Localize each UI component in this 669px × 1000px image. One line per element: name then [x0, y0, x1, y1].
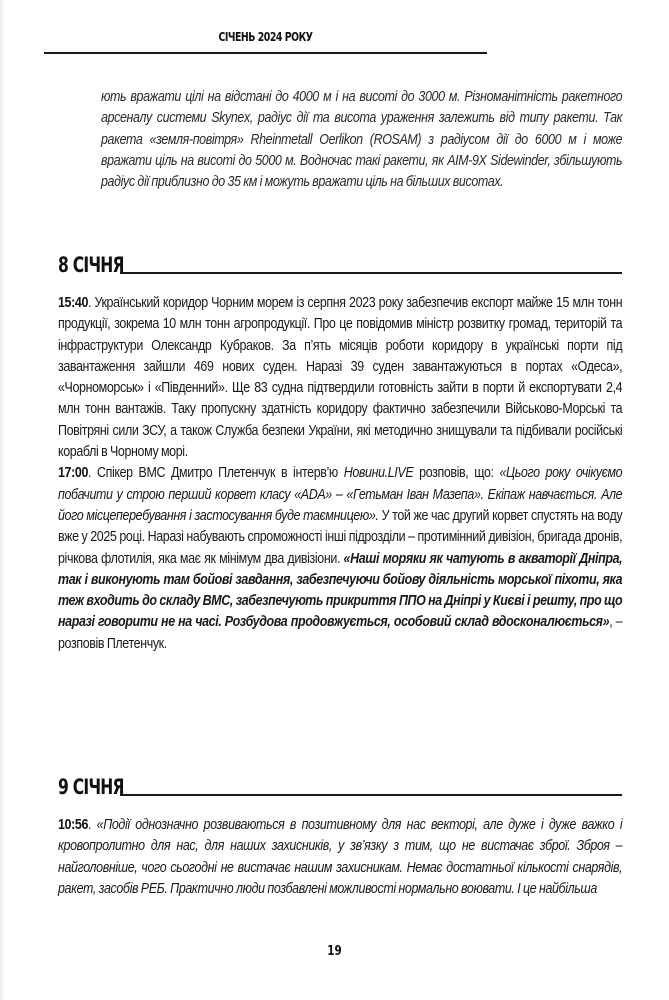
- news-entry: [58, 814, 622, 899]
- section-body-jan-8: [58, 292, 622, 654]
- section-heading-label: 9 СІЧНЯ: [58, 775, 124, 799]
- entry-text: У той же час другий корвет спустять на воду вже у 2025 році. Наразі набувають спроможності інші підрозділи – протимінний дивізіон, бригада дронів, річкова флотилія, яка має як мінімум два дивізіони.: [58, 506, 623, 567]
- quote: «Цього року очікуємо побачити у строю перший корвет класу «ADA» – «Гетьман Іван Мазепа». Екіпаж навчається. Але його місцеперебування і застосування буде таємницею».: [58, 464, 623, 524]
- section-heading-jan-9: [58, 769, 622, 799]
- media-source: Новини.LIVE: [343, 464, 414, 482]
- section-heading-rule: [120, 272, 622, 274]
- entry-text: . Спікер ВМС Дмитро Плетенчук в інтерв’ю: [88, 464, 344, 482]
- page-number: 19: [327, 944, 342, 959]
- section-heading-jan-8: [58, 247, 622, 277]
- entry-text: , – розповів Плетенчук.: [58, 613, 623, 652]
- bold-quote: «Наші моряки як чатують в акваторії Дніпра, так і виконують там бойові завдання, забезпечуючи бойову діяльність морської піхоти, яка теж входить до складу ВМС, забезпечують прикриття ППО на Дніпрі у Києві і решту, про що наразі говорити не на часі. Розбудова продовжується, особовий склад вдосконалюється»: [58, 549, 623, 631]
- entry-time: 10:56: [58, 816, 89, 833]
- entry-text: . Український коридор Чорним морем із серпня 2023 року забезпечив експорт майже 15 млн тонн продукції, зокрема 10 млн тонн агропродукції. Про це повідомив міністр розвитку громад, територій та інфраструктури Олександр Кубраков. За п’ять місяців роботи коридору в українські порти під завантаження зайшли 469 нових суден. Наразі 39 суден завантажуються в портах «Одеса», «Чорноморськ» і «Південний». Ще 83 судна підтвердили готовність зайти в порти й експортувати 2,4 млн тонн вантажів. Таку пропускну здатність коридору фактично забезпечили Військово-Морські та Повітряні сили ЗСУ, а також Служба безпеки України, які методично знищували та підбивали російські кораблі в Чорному морі.: [58, 294, 623, 461]
- section-heading-rule: [120, 794, 622, 796]
- section-body-jan-9: [58, 814, 622, 899]
- entry-text: розповів, що:: [413, 464, 500, 482]
- entry-time: 17:00: [58, 464, 89, 482]
- section-heading-label: 8 СІЧНЯ: [58, 253, 124, 277]
- news-entry: [58, 292, 622, 462]
- entry-text: .: [88, 816, 97, 833]
- quote: «Події однозначно розвиваються в позитивному для нас векторі, але дуже і дуже важко і кровопролитно для нас, для наших захисників, у зв’язку з тим, що не вистачає зброї. Зброя – найголовніше, чого сьогодні не вистачає нашим захисникам. Немає достатньої кількості снарядів, ракет, засобів РЕБ. Практично люди позбавлені можливості нормально воювати. І це найбільша: [58, 816, 623, 897]
- news-entry: [58, 462, 622, 654]
- header-rule: [44, 52, 487, 54]
- page-edge-shadow: [0, 0, 6, 1000]
- entry-time: 15:40: [58, 294, 89, 311]
- intro-text: ють вражати цілі на відстані до 4000 м і на висоті до 3000 м. Різноманітність ракетного арсеналу системи Skynex, радіус дії та висота ураження залежить від типу ракети. Так ракета «земля-повітря» Rheinmetall Oerlikon (ROSAM) з радіусом дії до 6000 м і може вражати ціль на висоті до 5000 м. Водночас такі ракети, як AIM-9X Sidewinder, збільшують радіус дії приблизно до 35 км і можуть вражати ціль на більших висотах.: [101, 88, 623, 191]
- intro-paragraph: [101, 86, 622, 192]
- running-header: СІЧЕНЬ 2024 РОКУ: [218, 30, 313, 44]
